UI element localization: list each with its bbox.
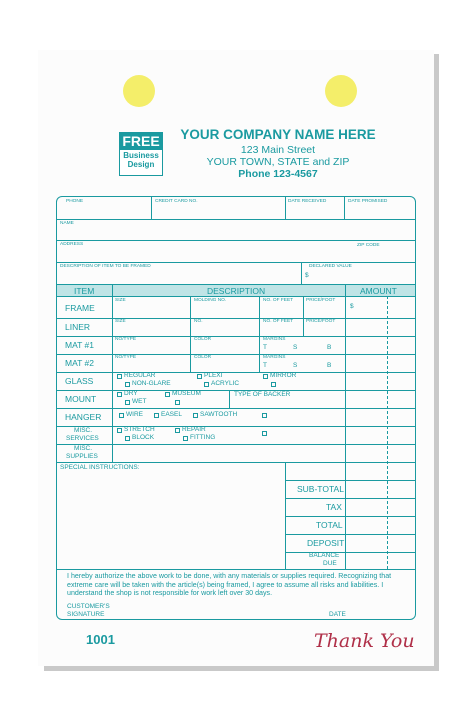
signature-label-2: SIGNATURE — [67, 611, 105, 618]
subtotal-label: SUB-TOTAL — [297, 484, 344, 494]
museum-label: MUSEUM — [172, 390, 201, 397]
binding-hole-right — [325, 75, 357, 107]
acrylic-checkbox[interactable] — [204, 382, 209, 387]
wet-label: WET — [132, 398, 147, 405]
misc-services-label-1: MISC. — [74, 427, 93, 434]
misc-supplies-label-2: SUPPLIES — [66, 453, 98, 460]
mirror-label: MIRROR — [270, 372, 297, 379]
balance-label-2: DUE — [323, 560, 337, 567]
stretch-label: STRETCH — [124, 426, 155, 433]
description-label: DESCRIPTION OF ITEM TO BE FRAMED — [60, 264, 151, 269]
liner-label: LINER — [65, 322, 91, 332]
repair-checkbox[interactable] — [175, 428, 180, 433]
liner-feet-label: NO. OF FEET — [263, 319, 294, 324]
backer-label: TYPE OF BACKER — [234, 391, 291, 398]
binding-hole-left — [123, 75, 155, 107]
regular-checkbox[interactable] — [117, 374, 122, 379]
mat2-label: MAT #2 — [65, 358, 94, 368]
wire-label: WIRE — [126, 411, 143, 418]
wire-checkbox[interactable] — [119, 413, 124, 418]
total-label: TOTAL — [316, 520, 343, 530]
company-city: YOUR TOWN, STATE and ZIP — [206, 156, 350, 168]
liner-no-label: NO. — [194, 319, 203, 324]
hanger-label: HANGER — [65, 412, 102, 422]
mount-label: MOUNT — [65, 394, 97, 404]
date-label: DATE — [329, 611, 346, 618]
mat1-s: S — [293, 344, 298, 351]
frame-dollar: $ — [350, 303, 354, 310]
block-label: BLOCK — [132, 434, 155, 441]
logo — [119, 132, 163, 176]
dry-label: DRY — [124, 390, 138, 397]
logo-business: Business — [123, 151, 159, 160]
services-other-checkbox[interactable] — [262, 431, 267, 436]
order-form — [56, 196, 416, 620]
glass-label: GLASS — [65, 376, 94, 386]
frame-molding-label: MOLDING NO. — [194, 298, 227, 303]
regular-label: REGULAR — [124, 372, 156, 379]
mat2-t: T — [263, 362, 267, 369]
acrylic-label: ACRYLIC — [211, 380, 240, 387]
mat2-notype-label: NO/TYPE — [115, 355, 137, 360]
mat2-b: B — [327, 362, 332, 369]
wet-checkbox[interactable] — [125, 400, 130, 405]
frame-price-label: PRICE/FOOT — [306, 298, 336, 303]
mount-other-checkbox[interactable] — [175, 400, 180, 405]
hanger-other-checkbox[interactable] — [262, 413, 267, 418]
mat1-t: T — [263, 344, 267, 351]
easel-label: EASEL — [161, 411, 182, 418]
mat2-color-label: COLOR — [194, 355, 212, 360]
plexi-checkbox[interactable] — [197, 374, 202, 379]
nonglare-label: NON-GLARE — [132, 380, 171, 387]
misc-supplies-label-1: MISC. — [74, 445, 93, 452]
frame-feet-label: NO. OF FEET — [263, 298, 294, 303]
special-instructions-label: SPECIAL INSTRUCTIONS: — [60, 464, 140, 471]
declared-value-label: DECLARED VALUE — [309, 264, 352, 269]
name-label: NAME — [60, 221, 74, 226]
mat2-s: S — [293, 362, 298, 369]
misc-services-label-2: SERVICES — [66, 435, 99, 442]
dry-checkbox[interactable] — [117, 392, 122, 397]
museum-checkbox[interactable] — [165, 392, 170, 397]
plexi-label: PLEXI — [204, 372, 223, 379]
description-header: DESCRIPTION — [207, 286, 266, 296]
liner-price-label: PRICE/FOOT — [306, 319, 336, 324]
authorization-text: I hereby authorize the above work to be done, with any materials or supplies required. Recognizing that extreme care will be taken with the article(s) being framed, I agree to assume all risks and liabilities. I understand the shop is not responsible for work left over 30 days. — [67, 572, 392, 598]
logo-design: Design — [127, 159, 155, 169]
mat1-margins-label: MARGINS — [263, 337, 286, 342]
sawtooth-checkbox[interactable] — [193, 413, 198, 418]
address-label: ADDRESS — [60, 242, 84, 247]
liner-size-label: SIZE — [115, 319, 126, 324]
date-received-label: DATE RECEIVED — [288, 199, 327, 204]
block-checkbox[interactable] — [125, 436, 130, 441]
credit-card-label: CREDIT CARD NO. — [155, 199, 198, 204]
repair-label: REPAIR — [182, 426, 206, 433]
mirror-checkbox[interactable] — [263, 374, 268, 379]
mat2-margins-label: MARGINS — [263, 355, 286, 360]
mat1-label: MAT #1 — [65, 340, 94, 350]
phone-label: PHONE — [66, 199, 84, 204]
form-number: 1001 — [86, 632, 115, 647]
company-name: YOUR COMPANY NAME HERE — [180, 127, 376, 142]
mat1-notype-label: NO/TYPE — [115, 337, 137, 342]
date-promised-label: DATE PROMISED — [348, 199, 388, 204]
fitting-checkbox[interactable] — [183, 436, 188, 441]
deposit-label: DEPOSIT — [307, 538, 345, 548]
nonglare-checkbox[interactable] — [125, 382, 130, 387]
frame-size-label: SIZE — [115, 298, 126, 303]
logo-free: FREE — [120, 133, 162, 150]
thank-you: Thank You — [314, 630, 415, 652]
easel-checkbox[interactable] — [154, 413, 159, 418]
tax-label: TAX — [326, 502, 342, 512]
declared-value-dollar: $ — [305, 272, 309, 279]
company-phone: Phone 123-4567 — [238, 168, 318, 180]
signature-label-1: CUSTOMER'S — [67, 603, 110, 610]
fitting-label: FITTING — [190, 434, 216, 441]
item-header: ITEM — [74, 286, 95, 296]
amount-header: AMOUNT — [360, 286, 397, 296]
stretch-checkbox[interactable] — [117, 428, 122, 433]
mat1-b: B — [327, 344, 332, 351]
mat1-color-label: COLOR — [194, 337, 212, 342]
balance-label-1: BALANCE — [309, 552, 340, 559]
sawtooth-label: SAWTOOTH — [200, 411, 238, 418]
glass-other-checkbox[interactable] — [271, 382, 276, 387]
frame-label: FRAME — [65, 303, 95, 313]
company-street: 123 Main Street — [240, 144, 316, 156]
zip-label: ZIP CODE — [357, 243, 380, 248]
